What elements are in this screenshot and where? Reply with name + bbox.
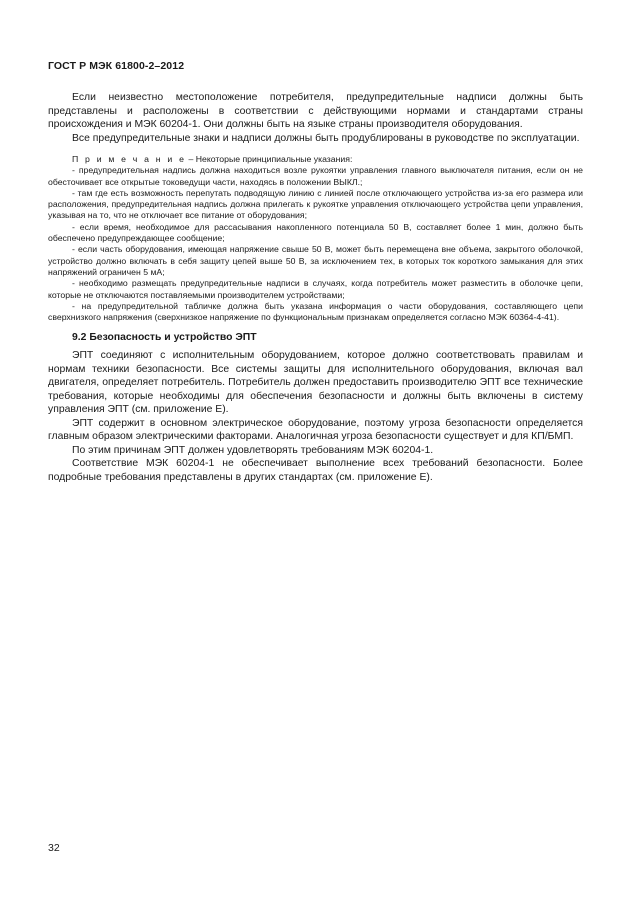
paragraph: ЭПТ соединяют с исполнительным оборудованием, которое должно соответствовать правилам и нормам техники безопасности. Все системы защиты для исполнительного оборудования, включая вал двигателя, определяет потребитель. Потребитель должен предоставить производителю ЭПТ все технические требования, которые необходимы для обеспечения безопасности и должны быть включены в систему управления ЭПТ (см. приложение Е). — [48, 350, 583, 416]
paragraph: Если неизвестно местоположение потребителя, предупредительные надписи должны быть представлены и расположены в соответствии с действующими нормами и стандартами страны происхождения и МЭК 60204-1. Они должны быть на языке страны производителя оборудования. — [48, 92, 583, 130]
note-heading — [48, 154, 583, 165]
note-item: - если время, необходимое для рассасывания накопленного потенциала 50 В, составляет более 1 мин, должно быть обеспечено предупреждающее сообщение; — [48, 221, 583, 244]
note-item: - необходимо размещать предупредительные надписи в случаях, когда потребитель может разместить в оболочке цепи, которые не отключаются поставляемыми производителем устройствами; — [48, 278, 583, 300]
document-header: ГОСТ Р МЭК 61800-2–2012 — [48, 60, 185, 72]
note-item: - на предупредительной табличке должна быть указана информация о части оборудования, составляющего цепи сверхнизкого напряжения (сверхнизкое напряжение по функциональным признакам определяется согласно МЭК 60364-4-41). — [48, 300, 583, 323]
note-label: П р и м е ч а н и е — [72, 154, 187, 164]
paragraph: Все предупредительные знаки и надписи должны быть продублированы в руководстве по эксплуатации. — [72, 132, 580, 144]
note-item: - там где есть возможность перепутать подводящую линию с линией после отключающего устройства из-за его размера или расположения, предупредительная надпись должна прилегать к рукоятке управления отключающего устройства цепи управления, указывая на то, что не отключает все питание от оборудования; — [48, 187, 583, 221]
paragraph: ЭПТ содержит в основном электрическое оборудование, поэтому угроза безопасности определяется главным образом электрическими факторами. Аналогичная угроза безопасности существует и для КП/БМП. — [48, 417, 583, 443]
paragraph: Соответствие МЭК 60204-1 не обеспечивает выполнение всех требований безопасности. Более подробные требования представлены в других стандартах (см. приложение Е). — [48, 458, 583, 483]
page-number: 32 — [48, 842, 60, 854]
paragraph: По этим причинам ЭПТ должен удовлетворять требованиям МЭК 60204-1. — [72, 444, 434, 456]
note-intro: – Некоторые принципиальные указания: — [186, 154, 353, 164]
note-item: - если часть оборудования, имеющая напряжение свыше 50 В, может быть перемещена вне объема, закрытого оболочкой, устройство должно включать в себя защиту цепей выше 50 В, за исключением тех, в которых ток короткого замыкания для этих напряжений ограничен 5 мА; — [48, 244, 583, 277]
document-body — [48, 91, 583, 484]
section-title: 9.2 Безопасность и устройство ЭПТ — [72, 332, 257, 344]
note-item: - предупредительная надпись должна находиться возле рукоятки управления главного выключателя питания, если он не обесточивает все открытые токоведущи части, находясь в положении ВЫКЛ.; — [48, 165, 583, 187]
note-block — [48, 154, 583, 323]
